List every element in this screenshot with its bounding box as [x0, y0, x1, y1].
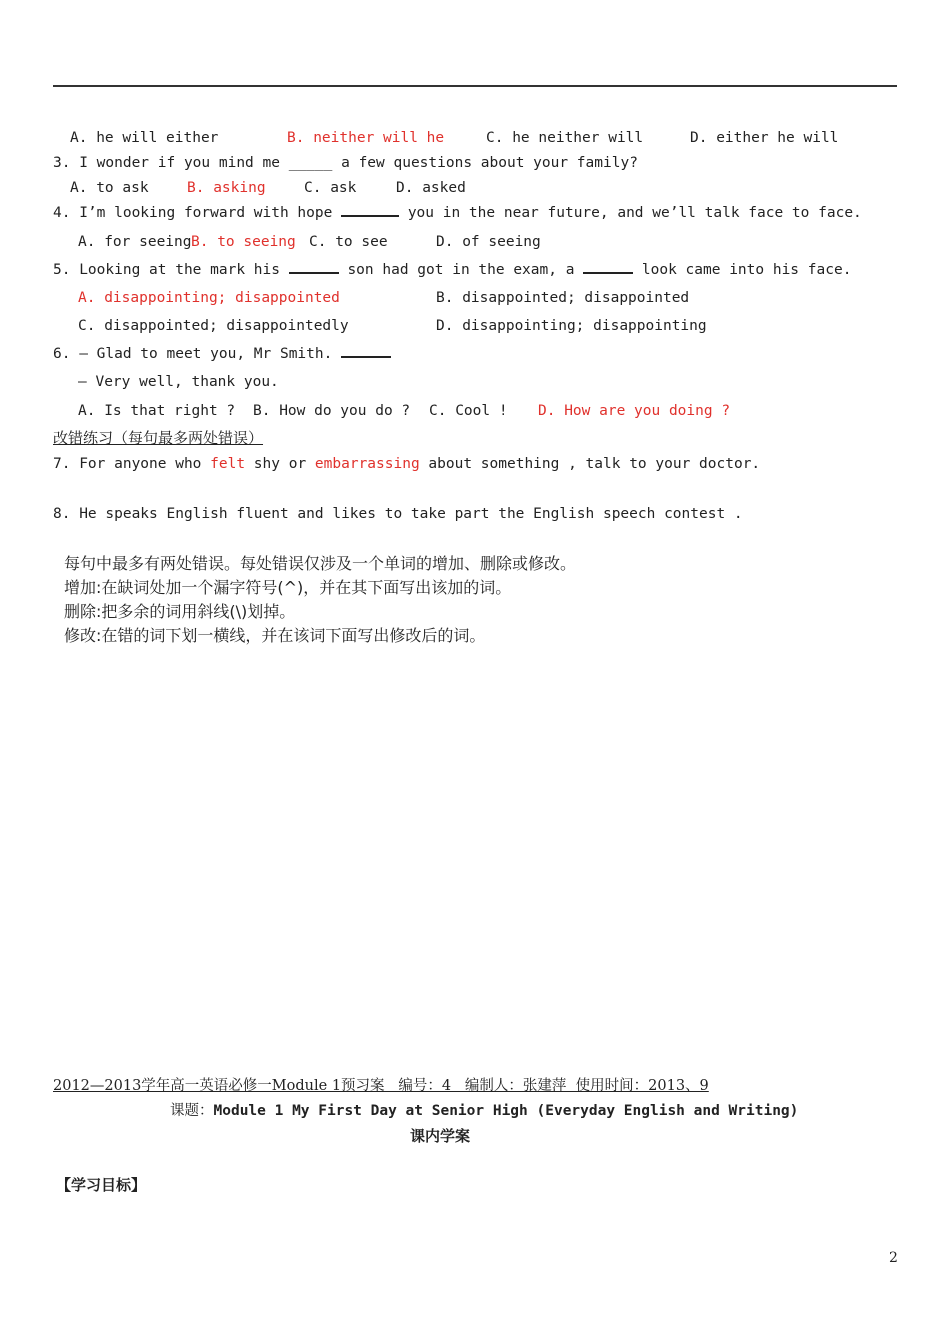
- q4-stem: [53, 203, 862, 223]
- page-number: 2: [889, 1250, 898, 1266]
- q8-sentence: 8. He speaks English fluent and likes to take part the English speech contest .: [53, 506, 743, 522]
- q6-line-1: [53, 344, 391, 364]
- q6-option-b: B. How do you do ?: [253, 403, 411, 419]
- q5-option-a-answer: A. disappointing; disappointed: [78, 290, 340, 306]
- q3-stem-post: a few questions about your family?: [341, 155, 638, 171]
- q3-option-a: A. to ask: [70, 180, 149, 196]
- q6-option-d-answer: D. How are you doing ?: [538, 403, 731, 419]
- q4-blank: [341, 203, 399, 217]
- q2-option-c: C. he neither will: [486, 130, 644, 146]
- q7-pre: 7. For anyone who: [53, 456, 202, 472]
- correction-heading: 改错练习（每句最多两处错误）: [53, 429, 264, 447]
- section-heading: 【学习目标】: [56, 1176, 147, 1194]
- q6-blank: [341, 344, 391, 358]
- topic-label: 课题：: [170, 1103, 214, 1119]
- q3-blank: _____: [288, 155, 333, 171]
- q7-mid: shy or: [253, 456, 307, 472]
- q5-blank-1: [289, 260, 339, 274]
- rule-line-3: 删除:把多余的词用斜线(\)划掉。: [64, 602, 296, 621]
- rule-line-2: 增加:在缺词处加一个漏字符号(^)，并在其下面写出该加的词。: [64, 578, 512, 597]
- q6-option-c: C. Cool !: [429, 403, 508, 419]
- q3-stem: [53, 153, 638, 173]
- topic-title: Module 1 My First Day at Senior High (Everyday English and Writing): [213, 1103, 799, 1119]
- q2-option-b-answer: B. neither will he: [287, 130, 445, 146]
- topic-line: [170, 1101, 798, 1121]
- q2-option-d: D. either he will: [690, 130, 839, 146]
- top-rule: [53, 85, 897, 87]
- q5-option-d: D. disappointing; disappointing: [436, 318, 707, 334]
- document-header-line: 2012—2013学年高一英语必修一Module 1预习案 编号：4 编制人：张建萍 使用时间：2013、9: [53, 1078, 709, 1094]
- q4-option-d: D. of seeing: [436, 234, 541, 250]
- q4-stem-post: you in the near future, and we’ll talk face to face.: [407, 205, 862, 221]
- q4-stem-pre: 4. I’m looking forward with hope: [53, 205, 333, 221]
- rule-line-4: 修改:在错的词下划一横线，并在该词下面写出修改后的词。: [64, 626, 486, 645]
- q2-option-a: A. he will either: [70, 130, 219, 146]
- q5-option-c: C. disappointed; disappointedly: [78, 318, 349, 334]
- q4-option-b-answer: B. to seeing: [191, 234, 296, 250]
- q4-option-a: A. for seeing: [78, 234, 192, 250]
- q6-prompt: 6. — Glad to meet you, Mr Smith.: [53, 346, 333, 362]
- q7-post: about something , talk to your doctor.: [428, 456, 761, 472]
- q7-error-word-2: embarrassing: [314, 456, 420, 472]
- q6-line-2: — Very well, thank you.: [78, 374, 279, 390]
- q5-stem-a: 5. Looking at the mark his: [53, 262, 280, 278]
- q5-stem: [53, 260, 851, 280]
- q5-option-b: B. disappointed; disappointed: [436, 290, 690, 306]
- q3-option-b-answer: B. asking: [187, 180, 266, 196]
- q3-option-c: C. ask: [304, 180, 357, 196]
- q7-sentence: [53, 454, 760, 474]
- subtitle: 课内学案: [410, 1127, 471, 1145]
- correction-rules: [64, 552, 576, 648]
- q5-stem-b: son had got in the exam, a: [347, 262, 575, 278]
- rule-line-1: 每句中最多有两处错误。每处错误仅涉及一个单词的增加、删除或修改。: [64, 554, 577, 573]
- q5-blank-2: [583, 260, 633, 274]
- q3-option-d: D. asked: [396, 180, 466, 196]
- q5-stem-c: look came into his face.: [641, 262, 852, 278]
- q7-error-word-1: felt: [210, 456, 246, 472]
- q6-option-a: A. Is that right ?: [78, 403, 236, 419]
- q3-stem-pre: 3. I wonder if you mind me: [53, 155, 280, 171]
- q4-option-c: C. to see: [309, 234, 388, 250]
